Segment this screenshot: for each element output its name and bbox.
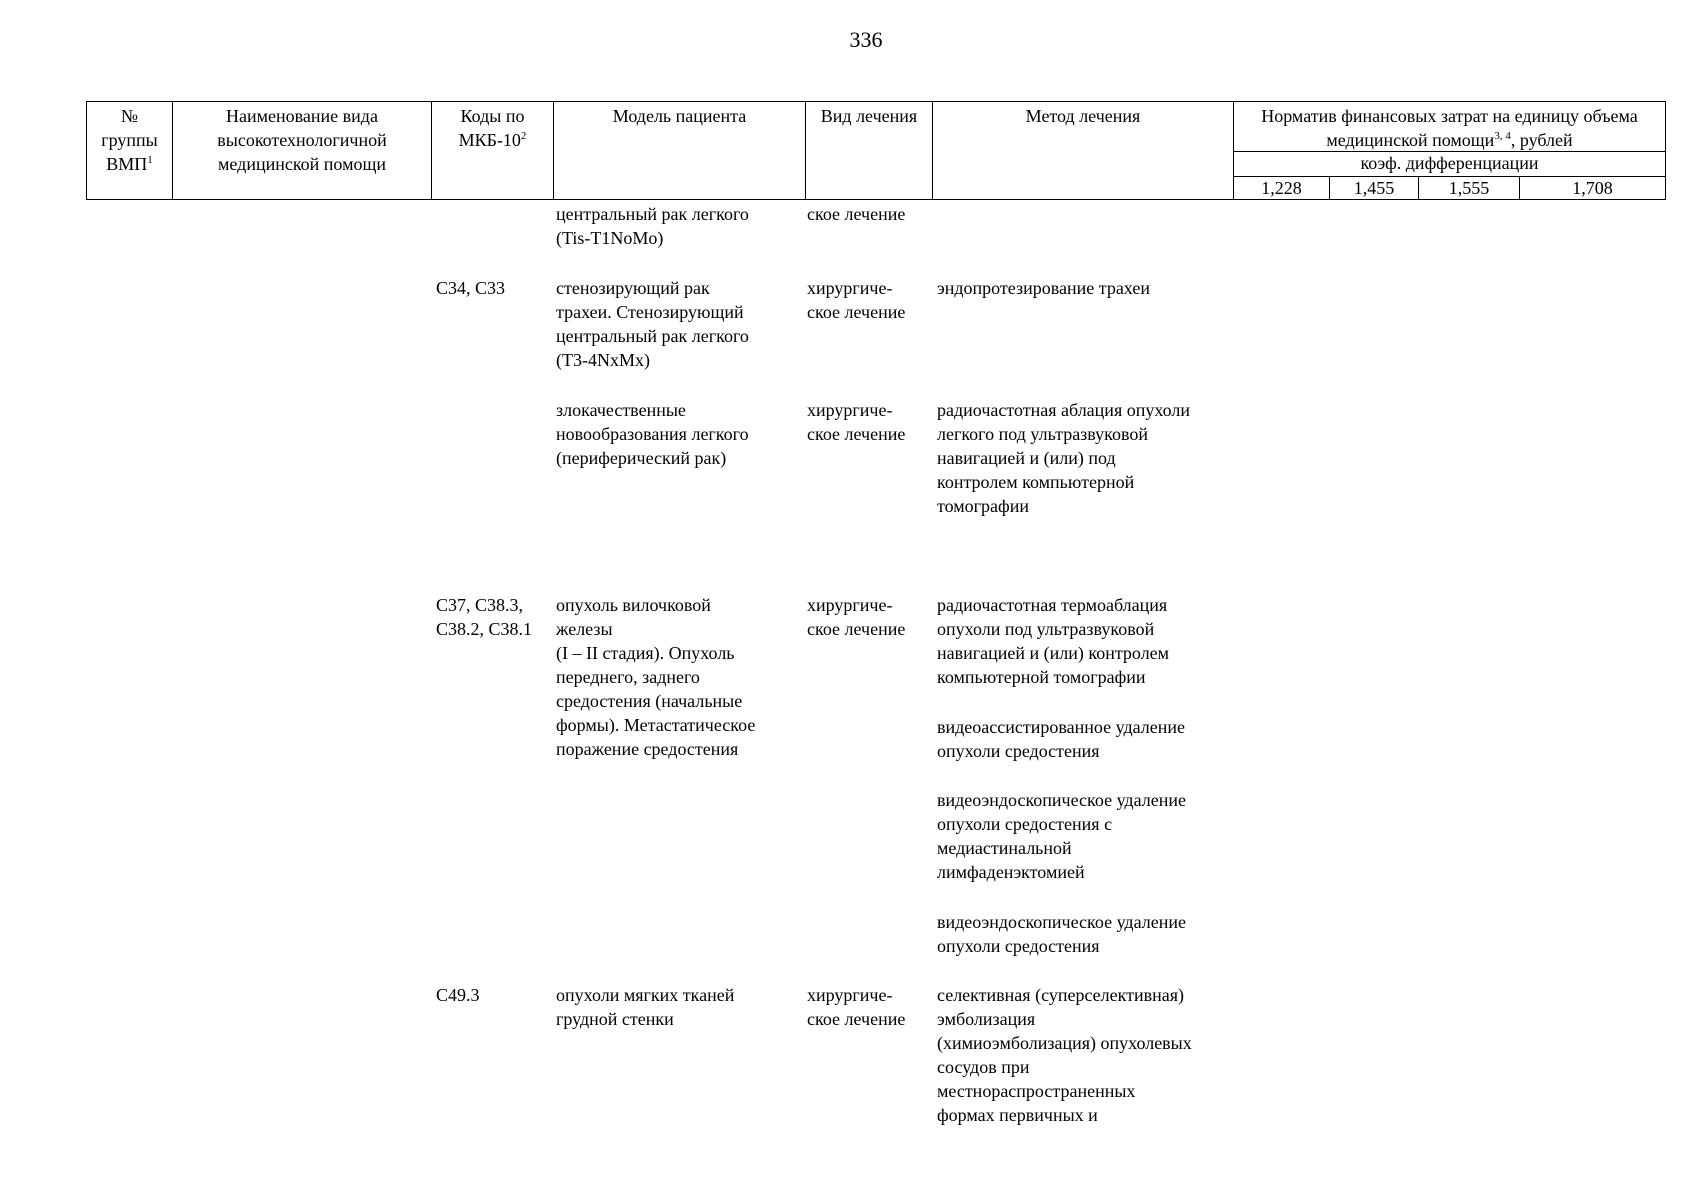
patient-model-cell: опухоли мягких тканей грудной стенки — [556, 985, 735, 1029]
treatment-method-cell: селективная (суперселективная) эмболизация (химиоэмболизация) опухолевых сосудов при местнораспространенных формах первичных и — [937, 985, 1192, 1125]
treatment-method-cell: радиочастотная аблация опухоли легкого под ультразвуковой навигацией и (или) под контролем компьютерной томографии — [937, 400, 1191, 516]
header-treatment-method: Метод лечения — [933, 102, 1234, 199]
patient-model-cell: опухоль вилочковой железы (I – II стадия). Опухоль переднего, заднего средостения (начальные формы). Метастатическое поражение средостения — [556, 595, 756, 759]
footnote-marker: 2 — [520, 130, 527, 142]
header-treatment-type: Вид лечения — [806, 102, 933, 199]
treatment-type-cell: хирургиче- ское лечение — [807, 985, 906, 1029]
treatment-method-cell: видеоассистированное удаление опухоли средостения — [937, 717, 1185, 761]
icd-code-cell: C49.3 — [436, 985, 480, 1005]
treatment-method-cell: радиочастотная термоаблация опухоли под ультразвуковой навигацией и (или) контролем компьютерной томографии — [937, 595, 1170, 687]
header-care-type: Наименование вида высокотехнологичной медицинской помощи — [173, 102, 432, 199]
footnote-marker: 1 — [147, 154, 153, 166]
icd-code-cell: C37, C38.3, C38.2, C38.1 — [436, 595, 533, 639]
table-header — [86, 101, 1666, 200]
footnote-marker: 3, 4 — [1494, 130, 1511, 142]
patient-model-cell: стенозирующий рак трахеи. Стенозирующий центральный рак легкого (T3-4NxMx) — [556, 278, 749, 370]
header-icd-text: Коды по МКБ-10 — [458, 106, 525, 150]
coef-value: 1,455 — [1330, 177, 1419, 199]
coef-value: 1,555 — [1419, 177, 1520, 199]
patient-model-cell: центральный рак легкого (Tis-T1NoMo) — [556, 204, 749, 248]
norm-title-text: Норматив финансовых затрат на единицу объема медицинской помощи — [1261, 106, 1638, 150]
header-cost-norm-title — [1234, 102, 1665, 152]
header-patient-model: Модель пациента — [554, 102, 806, 199]
treatment-method-cell: видеоэндоскопическое удаление опухоли средостения с медиастинальной лимфаденэктомией — [937, 790, 1186, 882]
header-group-number — [87, 102, 173, 199]
treatment-type-cell: хирургиче- ское лечение — [807, 400, 906, 444]
treatment-method-cell: видеоэндоскопическое удаление опухоли средостения — [937, 912, 1186, 956]
header-coef-label: коэф. дифференциации — [1234, 152, 1665, 177]
header-group-text: № группы ВМП — [101, 106, 158, 174]
header-cost-norm — [1234, 102, 1665, 199]
treatment-method-cell: эндопротезирование трахеи — [937, 278, 1150, 298]
coef-value: 1,708 — [1572, 178, 1613, 198]
page-number: 336 — [849, 27, 883, 52]
coef-value: 1,228 — [1234, 177, 1330, 199]
norm-suffix-text: , рублей — [1510, 130, 1573, 150]
patient-model-cell: злокачественные новообразования легкого (периферический рак) — [556, 400, 749, 468]
treatment-type-cell: ское лечение — [807, 204, 906, 224]
treatment-type-cell: хирургиче- ское лечение — [807, 595, 906, 639]
icd-code-cell: C34, C33 — [436, 278, 506, 298]
treatment-type-cell: хирургиче- ское лечение — [807, 278, 906, 322]
header-icd-codes — [432, 102, 554, 199]
